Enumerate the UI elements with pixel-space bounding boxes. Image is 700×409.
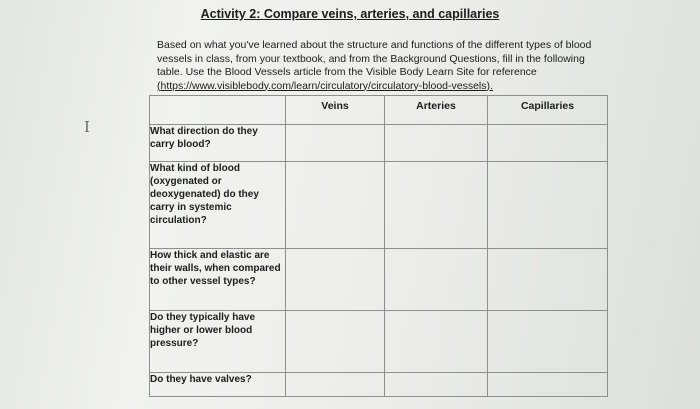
- answer-veins-blood-type[interactable]: [286, 162, 385, 249]
- answer-arteries-pressure[interactable]: [385, 311, 488, 373]
- answer-capillaries-blood-type[interactable]: [488, 162, 608, 249]
- answer-capillaries-pressure[interactable]: [488, 311, 608, 373]
- header-capillaries: Capillaries: [488, 96, 608, 125]
- answer-capillaries-valves[interactable]: [488, 373, 608, 397]
- table-row: [150, 125, 608, 162]
- question-direction: What direction do they carry blood?: [150, 125, 286, 162]
- table-row: [150, 311, 608, 373]
- table-row: [150, 162, 608, 249]
- question-blood-type: What kind of blood (oxygenated or deoxygenated) do they carry in systemic circulation?: [150, 162, 286, 249]
- table-row: [150, 373, 608, 397]
- answer-veins-valves[interactable]: [286, 373, 385, 397]
- reference-link[interactable]: (https://www.visiblebody.com/learn/circulatory/circulatory-blood-vessels).: [157, 79, 493, 92]
- answer-capillaries-walls[interactable]: [488, 249, 608, 311]
- instructions-text: Based on what you've learned about the structure and functions of the different types of blood vessels in class, from your textbook, and from the Background Questions, fill in the following table. Use the Blood Vessels article from the Visible Body Learn Site for reference: [157, 39, 592, 78]
- question-valves: Do they have valves?: [150, 373, 286, 397]
- answer-arteries-valves[interactable]: [385, 373, 488, 397]
- answer-arteries-blood-type[interactable]: [385, 162, 488, 249]
- instructions: [157, 39, 612, 93]
- answer-veins-direction[interactable]: [286, 125, 385, 162]
- answer-veins-pressure[interactable]: [286, 311, 385, 373]
- question-wall-thickness: How thick and elastic are their walls, when compared to other vessel types?: [150, 249, 286, 311]
- table-row: [150, 249, 608, 311]
- answer-arteries-direction[interactable]: [385, 125, 488, 162]
- header-arteries: Arteries: [385, 96, 488, 125]
- answer-arteries-walls[interactable]: [385, 249, 488, 311]
- comparison-table: [149, 95, 608, 397]
- activity-title: Activity 2: Compare veins, arteries, and capillaries: [200, 7, 500, 21]
- header-blank: [150, 96, 286, 125]
- question-pressure: Do they typically have higher or lower blood pressure?: [150, 311, 286, 373]
- text-cursor-icon: I: [84, 118, 90, 136]
- answer-veins-walls[interactable]: [286, 249, 385, 311]
- answer-capillaries-direction[interactable]: [488, 125, 608, 162]
- header-veins: Veins: [286, 96, 385, 125]
